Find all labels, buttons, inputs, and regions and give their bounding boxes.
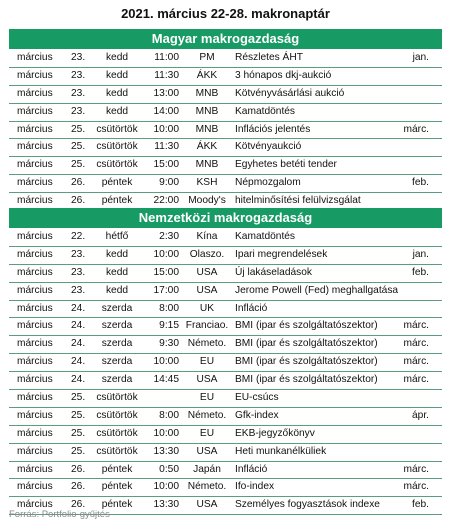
- month-cell: március: [17, 463, 53, 475]
- month-cell: március: [17, 52, 53, 63]
- institution-cell: EU: [199, 356, 215, 368]
- institution-cell: Olaszo.: [189, 248, 225, 260]
- weekday-cell: hétfő: [105, 231, 129, 242]
- event-cell: BMI (ipar és szolgáltatószektor): [235, 374, 378, 386]
- table-row: [9, 408, 442, 426]
- table-row: [9, 390, 442, 408]
- institution-cell: Németo.: [187, 409, 227, 421]
- day-cell: 25.: [71, 427, 86, 439]
- weekday-cell: kedd: [105, 87, 129, 99]
- weekday-cell: csütörtök: [96, 159, 138, 171]
- weekday-cell: kedd: [105, 105, 129, 117]
- institution-cell: ÁKK: [196, 141, 218, 153]
- time-cell: 10:00: [153, 481, 179, 493]
- event-cell: Heti munkanélküliek: [235, 445, 327, 457]
- event-cell: Kamatdöntés: [235, 231, 296, 242]
- page-title: 2021. március 22-28. makronaptár: [121, 6, 330, 21]
- day-cell: 23.: [71, 284, 86, 296]
- day-cell: 25.: [71, 123, 86, 135]
- time-cell: 15:00: [153, 159, 179, 171]
- weekday-cell: szerda: [101, 374, 133, 386]
- table-row: [9, 139, 442, 157]
- day-cell: 25.: [71, 409, 86, 421]
- table-row: [9, 247, 442, 265]
- period-cell: feb.: [412, 177, 429, 189]
- institution-cell: MNB: [195, 87, 219, 99]
- day-cell: 22.: [71, 231, 86, 242]
- institution-cell: Németo.: [187, 338, 227, 350]
- event-cell: Kötvényvásárlási aukció: [235, 87, 345, 99]
- period-cell: márc.: [403, 123, 429, 135]
- time-cell: 9:00: [159, 177, 179, 189]
- event-cell: Ifo-index: [235, 481, 275, 493]
- section-heading-hungarian: Magyar makrogazdaság: [9, 29, 442, 49]
- period-cell: márc.: [403, 338, 429, 350]
- period-cell: márc.: [403, 320, 429, 332]
- event-cell: Inflációs jelentés: [235, 123, 311, 135]
- institution-cell: KSH: [196, 177, 218, 189]
- weekday-cell: péntek: [101, 177, 133, 189]
- month-cell: március: [17, 231, 53, 242]
- month-cell: március: [17, 105, 53, 117]
- table-row: [9, 301, 442, 319]
- day-cell: 23.: [71, 52, 86, 63]
- period-cell: ápr.: [412, 409, 429, 421]
- international-events-table: [9, 229, 442, 515]
- weekday-cell: csütörtök: [96, 445, 138, 457]
- month-cell: március: [17, 445, 53, 457]
- table-row: [9, 318, 442, 336]
- time-cell: 11:00: [154, 52, 179, 63]
- time-cell: 22:00: [153, 195, 179, 207]
- day-cell: 24.: [71, 374, 86, 386]
- event-cell: Infláció: [235, 302, 268, 314]
- weekday-cell: csütörtök: [96, 427, 138, 439]
- month-cell: március: [17, 499, 53, 511]
- institution-cell: Németo.: [187, 481, 227, 493]
- institution-cell: USA: [196, 284, 218, 296]
- month-cell: március: [17, 356, 53, 368]
- table-row: [9, 157, 442, 175]
- period-cell: márc.: [403, 481, 429, 493]
- table-row: [9, 122, 442, 140]
- table-row: [9, 50, 442, 68]
- day-cell: 25.: [71, 445, 86, 457]
- institution-cell: USA: [196, 445, 218, 457]
- time-cell: 10:00: [153, 123, 179, 135]
- time-cell: 8:00: [159, 302, 179, 314]
- day-cell: 23.: [71, 248, 86, 260]
- event-cell: hitelminősítési felülvizsgálat: [235, 195, 361, 207]
- day-cell: 26.: [71, 481, 86, 493]
- weekday-cell: csütörtök: [96, 409, 138, 421]
- month-cell: március: [17, 409, 53, 421]
- month-cell: március: [17, 177, 53, 189]
- institution-cell: EU: [199, 427, 215, 439]
- event-cell: Infláció: [235, 463, 268, 475]
- institution-cell: USA: [196, 374, 218, 386]
- weekday-cell: csütörtök: [96, 141, 138, 153]
- time-cell: 15:00: [153, 266, 179, 278]
- time-cell: 13:30: [153, 499, 179, 511]
- weekday-cell: csütörtök: [96, 392, 138, 404]
- table-row: [9, 175, 442, 193]
- time-cell: 17:00: [153, 284, 179, 296]
- weekday-cell: szerda: [101, 356, 133, 368]
- period-cell: jan.: [412, 52, 429, 63]
- time-cell: 8:00: [159, 409, 179, 421]
- weekday-cell: kedd: [105, 266, 129, 278]
- time-cell: 9:15: [159, 320, 179, 332]
- institution-cell: MNB: [195, 159, 219, 171]
- day-cell: 26.: [71, 177, 86, 189]
- event-cell: BMI (ipar és szolgáltatószektor): [235, 356, 378, 368]
- table-row: [9, 462, 442, 480]
- weekday-cell: szerda: [101, 320, 133, 332]
- table-row: [9, 229, 442, 247]
- month-cell: március: [17, 266, 53, 278]
- event-cell: Új lakáseladások: [235, 266, 313, 278]
- period-cell: feb.: [412, 499, 429, 511]
- month-cell: március: [17, 123, 53, 135]
- time-cell: 10:00: [153, 248, 179, 260]
- day-cell: 25.: [71, 141, 86, 153]
- institution-cell: Franciao.: [185, 320, 229, 332]
- institution-cell: MNB: [195, 123, 219, 135]
- hungarian-events-table: [9, 50, 442, 211]
- weekday-cell: péntek: [101, 499, 133, 511]
- time-cell: 0:50: [159, 463, 179, 475]
- weekday-cell: csütörtök: [96, 123, 138, 135]
- day-cell: 24.: [71, 302, 86, 314]
- section-heading-international: Nemzetközi makrogazdaság: [9, 208, 442, 228]
- institution-cell: USA: [196, 266, 218, 278]
- weekday-cell: kedd: [105, 69, 129, 81]
- day-cell: 23.: [71, 266, 86, 278]
- table-row: [9, 265, 442, 283]
- day-cell: 24.: [71, 356, 86, 368]
- month-cell: március: [17, 195, 53, 207]
- institution-cell: EU: [199, 392, 215, 404]
- weekday-cell: péntek: [101, 195, 133, 207]
- table-row: [9, 68, 442, 86]
- institution-cell: Japán: [193, 463, 221, 475]
- table-row: [9, 86, 442, 104]
- day-cell: 23.: [71, 87, 86, 99]
- time-cell: 13:00: [153, 87, 179, 99]
- month-cell: március: [17, 302, 53, 314]
- month-cell: március: [17, 338, 53, 350]
- table-row: [9, 444, 442, 462]
- institution-cell: Kína: [196, 231, 218, 242]
- day-cell: 24.: [71, 338, 86, 350]
- event-cell: EU-csúcs: [235, 392, 279, 404]
- weekday-cell: szerda: [101, 338, 133, 350]
- period-cell: márc.: [403, 463, 429, 475]
- institution-cell: MNB: [195, 105, 219, 117]
- day-cell: 26.: [71, 499, 86, 511]
- day-cell: 24.: [71, 320, 86, 332]
- month-cell: március: [17, 159, 53, 171]
- event-cell: Személyes fogyasztások indexe: [235, 499, 380, 511]
- time-cell: 10:00: [153, 356, 179, 368]
- day-cell: 26.: [71, 195, 86, 207]
- event-cell: Kamatdöntés: [235, 105, 296, 117]
- institution-cell: ÁKK: [196, 69, 218, 81]
- event-cell: Népmozgalom: [235, 177, 301, 189]
- time-cell: 10:00: [153, 427, 179, 439]
- time-cell: 9:30: [159, 338, 179, 350]
- month-cell: március: [17, 248, 53, 260]
- period-cell: márc.: [403, 356, 429, 368]
- time-cell: 2:30: [159, 231, 179, 242]
- period-cell: feb.: [412, 266, 429, 278]
- day-cell: 23.: [71, 105, 86, 117]
- month-cell: március: [17, 69, 53, 81]
- month-cell: március: [17, 141, 53, 153]
- month-cell: március: [17, 284, 53, 296]
- day-cell: 25.: [71, 392, 86, 404]
- table-row: [9, 283, 442, 301]
- period-cell: márc.: [403, 374, 429, 386]
- time-cell: 11:30: [154, 69, 179, 81]
- month-cell: március: [17, 427, 53, 439]
- day-cell: 23.: [71, 69, 86, 81]
- institution-cell: PM: [199, 52, 215, 63]
- weekday-cell: kedd: [105, 52, 129, 63]
- event-cell: Kötvényaukció: [235, 141, 302, 153]
- period-cell: jan.: [412, 248, 429, 260]
- table-row: [9, 104, 442, 122]
- table-row: [9, 426, 442, 444]
- table-row: [9, 372, 442, 390]
- time-cell: 11:30: [154, 141, 179, 153]
- day-cell: 26.: [71, 463, 86, 475]
- month-cell: március: [17, 481, 53, 493]
- table-row: [9, 354, 442, 372]
- event-cell: Részletes ÁHT: [235, 52, 303, 63]
- table-row: [9, 336, 442, 354]
- time-cell: 14:45: [153, 374, 179, 386]
- institution-cell: USA: [196, 499, 218, 511]
- month-cell: március: [17, 87, 53, 99]
- month-cell: március: [17, 320, 53, 332]
- event-cell: Jerome Powell (Fed) meghallgatása: [235, 284, 399, 296]
- weekday-cell: kedd: [105, 248, 129, 260]
- source-note: Forrás: Portfolio-gyűjtés: [9, 509, 110, 520]
- time-cell: 14:00: [153, 105, 179, 117]
- event-cell: Gfk-index: [235, 409, 279, 421]
- weekday-cell: kedd: [105, 284, 129, 296]
- day-cell: 25.: [71, 159, 86, 171]
- event-cell: BMI (ipar és szolgáltatószektor): [235, 320, 378, 332]
- time-cell: 13:30: [153, 445, 179, 457]
- table-row: [9, 479, 442, 497]
- month-cell: március: [17, 392, 53, 404]
- event-cell: BMI (ipar és szolgáltatószektor): [235, 338, 378, 350]
- institution-cell: UK: [199, 302, 215, 314]
- event-cell: Egyhetes betéti tender: [235, 159, 337, 171]
- event-cell: 3 hónapos dkj-aukció: [235, 69, 332, 81]
- institution-cell: Moody's: [188, 195, 226, 207]
- weekday-cell: péntek: [101, 463, 133, 475]
- event-cell: EKB-jegyzőkönyv: [235, 427, 315, 439]
- weekday-cell: szerda: [101, 302, 133, 314]
- weekday-cell: péntek: [101, 481, 133, 493]
- month-cell: március: [17, 374, 53, 386]
- event-cell: Ipari megrendelések: [235, 248, 328, 260]
